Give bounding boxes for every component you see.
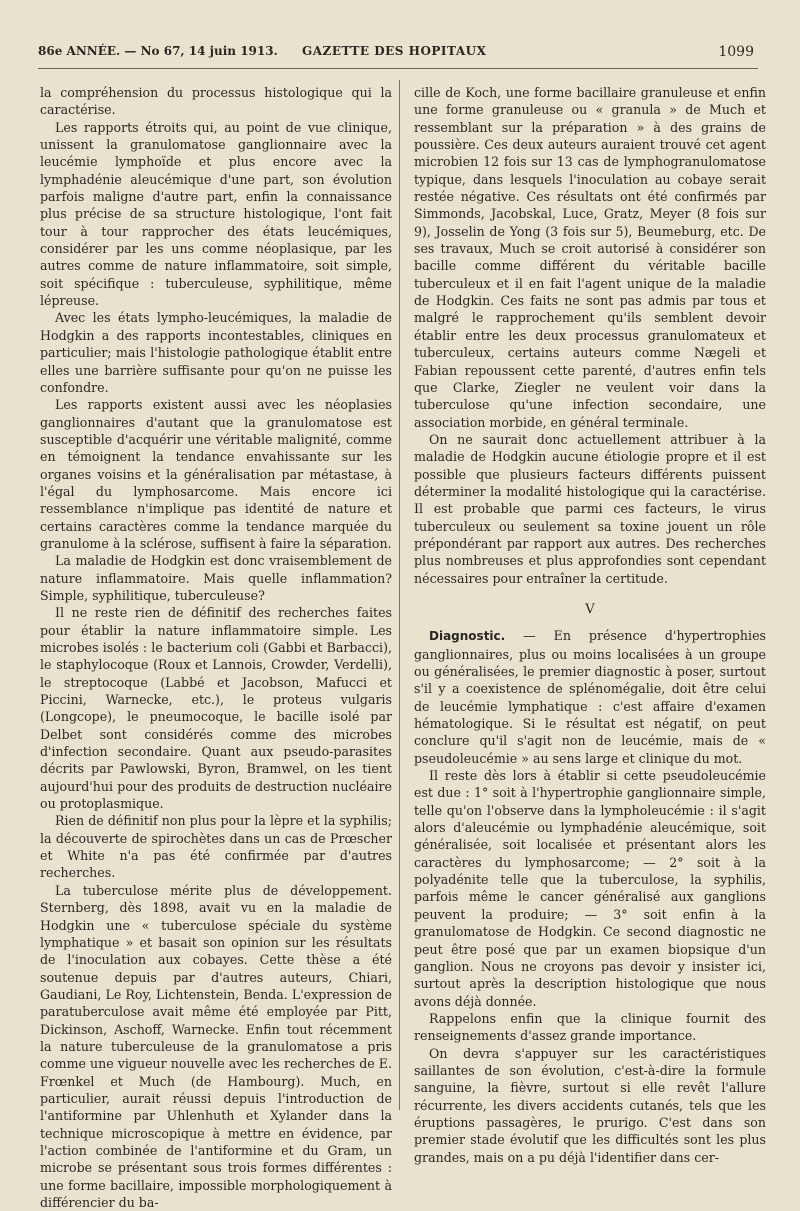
paragraph: Avec les états lympho-leucémiques, la maladie de Hodgkin a des rapports incontestables, cliniques en particulier; mais l'histologie pathologique établit entre elles une barrière suffisante pour qu'on ne puisse les confondre. bbox=[40, 310, 392, 395]
paragraph: Les rapports étroits qui, au point de vue clinique, unissent la granulomatose ganglionnaire avec la leucémie lymphoïde et plus encore avec la lymphadénie aleucémique d'une part, son évolution parfois maligne d'autre part, enfin la connaissance plus précise de sa structure histologique, l'ont fait tour à tour rapprocher des états leucémiques, considérer par les uns comme néoplasique, par les autres comme de nature inflammatoire, soit simple, soit spécifique : tuberculeuse, syphilitique, même lépreuse. bbox=[40, 119, 392, 309]
left-column bbox=[40, 84, 392, 1211]
paragraph: cille de Koch, une forme bacillaire granuleuse et enfin une forme granuleuse ou « granula » de Much et ressemblant sur la préparation » à des grains de poussière. Ces deux auteurs auraient trouvé cet agent microbien 12 fois sur 13 cas de lymphogranulomatose typique, dans lesquels l'inoculation au cobaye serait restée négative. Ces résultats ont été confirmés par Simmonds, Jacobskal, Luce, Gratz, Meyer (8 fois sur 9), Josselin de Yong (3 fois sur 5), Beumeburg, etc. De ses travaux, Much se croit autorisé à considérer son bacille comme différent du véritable bacille tuberculeux et il en fait l'agent unique de la maladie de Hodgkin. Ces faits ne sont pas admis par tous et malgré le rapprochement qu'ils semblent devoir établir entre les deux processus granulomateux et tuberculeux, certains auteurs comme Nægeli et Fabian repoussent cette parenté, d'autres enfin tels que Clarke, Ziegler ne veulent voir dans la tuberculose qu'une infection secondaire, une association morbide, en général terminale. bbox=[414, 85, 766, 430]
issue-info: 86e ANNÉE. — No 67, 14 juin 1913. bbox=[38, 44, 278, 58]
paragraph: Les rapports existent aussi avec les néoplasies ganglionnaires d'autant que la granulomatose est susceptible d'acquérir une véritable malignité, comme en témoignent la tendance envahissante sur les organes voisins et la généralisation par métastase, à l'égal du lymphosarcome. Mais encore ici ressemblance n'implique pas identité de nature et certains caractères comme la tendance marquée du granulome à la sclérose, suffisent à faire la séparation. bbox=[40, 397, 392, 551]
paragraph: la compréhension du processus histologique qui la caractérise. bbox=[40, 85, 392, 118]
paragraph: On devra s'appuyer sur les caractéristiques saillantes de son évolution, c'est-à-dire la formule sanguine, la fièvre, surtout si elle revêt l'allure récurrente, les divers accidents cutanés, tels que les éruptions passagères, le prurigo. C'est dans son premier stade évolutif que les difficultés sont les plus grandes, mais on a pu déjà l'identifier dans cer- bbox=[414, 1045, 766, 1165]
page-number: 1099 bbox=[718, 44, 754, 60]
header-rule bbox=[38, 68, 758, 69]
paragraph: Il reste dès lors à établir si cette pseudoleucémie est due : 1° soit à l'hypertrophie ganglionnaire simple, telle qu'on l'observe dans la lympholeucémie : il s'agit alors d'aleucémie ou lymphadénie aleucémique, soit généralisée, soit localisée et présentant alors les caractères du lymphosarcome; — 2° soit à la polyadénite telle que la tuberculose, la syphilis, parfois même le cancer généralisé aux ganglions peuvent la produire; — 3° soit enfin à la granulomatose de Hodgkin. Ce second diagnostic ne peut être posé que par un examen biopsique d'un ganglion. Nous ne croyons pas devoir y insister ici, surtout après la description histologique que nous avons déjà donnée. bbox=[414, 768, 766, 1009]
diagnostic-text: — En présence d'hypertrophies ganglionnaires, plus ou moins localisées à un groupe ou généralisées, le premier diagnostic à poser, surtout s'il y a coexistence de splénomégalie, doit être celui de leucémie lymphatique : c'est affaire d'examen hématologique. Si le résultat est négatif, on peut conclure qu'il s'agit non de leucémie, mais de « pseudoleucémie » au sens large et clinique du mot. bbox=[414, 628, 766, 766]
paragraph: Il ne reste rien de définitif des recherches faites pour établir la nature inflammatoire simple. Les microbes isolés : le bacterium coli (Gabbi et Barbacci), le staphylocoque (Roux et Lannois, Crowder, Verdelli), le streptocoque (Labbé et Jacobson, Mafucci et Piccini, Warnecke, etc.), le proteus vulgaris (Longcope), le pneumocoque, le bacille isolé par Delbet sont considérés comme des microbes d'infection secondaire. Quant aux pseudo-parasites décrits par Pawlowski, Byron, Bramwel, on les tient aujourd'hui pour des produits de destruction nucléaire ou protoplasmique. bbox=[40, 605, 392, 812]
column-divider bbox=[399, 80, 400, 1110]
right-column bbox=[414, 84, 766, 1166]
diagnostic-heading: Diagnostic. bbox=[429, 629, 506, 644]
paragraph: On ne saurait donc actuellement attribuer à la maladie de Hodgkin aucune étiologie propre et il est possible que plusieurs facteurs différents puissent déterminer la modalité histologique qui la caractérise. Il est probable que parmi ces facteurs, le virus tuberculeux ou seulement sa toxine jouent un rôle prépondérant par rapport aux autres. Des recherches plus nombreuses et plus approfondies sont cependant nécessaires pour entraîner la certitude. bbox=[414, 431, 766, 586]
page-header bbox=[38, 44, 760, 68]
paragraph: La maladie de Hodgkin est donc vraisemblement de nature inflammatoire. Mais quelle inflammation? Simple, syphilitique, tuberculeuse? bbox=[40, 553, 392, 603]
paragraph: Rappelons enfin que la clinique fournit des renseignements d'assez grande importance. bbox=[414, 1010, 766, 1044]
paragraph: Rien de définitif non plus pour la lèpre et la syphilis; la découverte de spirochètes dans un cas de Prœscher et White n'a pas été confirmée par d'autres recherches. bbox=[40, 813, 392, 881]
journal-title: GAZETTE DES HOPITAUX bbox=[302, 44, 487, 58]
diagnostic-paragraph bbox=[414, 627, 766, 767]
section-number: V bbox=[585, 601, 595, 617]
paragraph: La tuberculose mérite plus de développement. Sternberg, dès 1898, avait vu en la maladie de Hodgkin une « tuberculose spéciale du système lymphatique » et basait son opinion sur les résultats de l'inoculation aux cobayes. Cette thèse a été soutenue depuis par d'autres auteurs, Chiari, Gaudiani, Le Roy, Lichtenstein, Benda. L'expression de paratuberculose avait même été employée par Pitt, Dickinson, Aschoff, Warnecke. Enfin tout récemment la nature tuberculeuse de la granulomatose a pris comme une vigueur nouvelle avec les recherches de E. Frœnkel et Much (de Hambourg). Much, en particulier, aurait réussi depuis l'introduction de l'antiformine par Uhlenhuth et Xylander dans la technique microscopique à mettre en évidence, par l'action combinée de l'antiformine et du Gram, un microbe se présentant sous trois formes différentes : une forme bacillaire, impossible morphologiquement à différencier du ba- bbox=[40, 882, 392, 1210]
